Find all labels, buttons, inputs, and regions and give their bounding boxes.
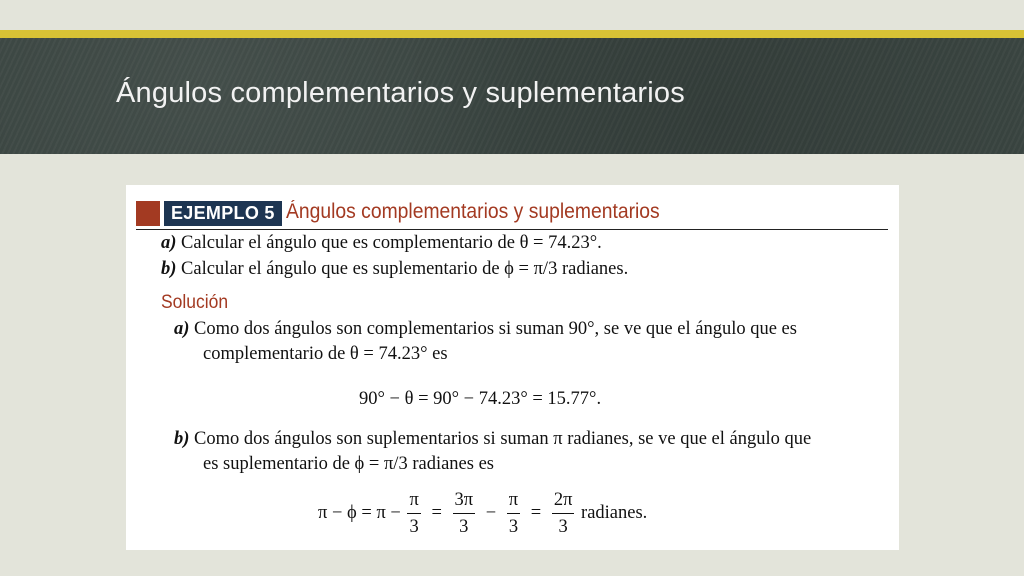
fraction-1-den: 3 [409,517,419,537]
example-marker [136,201,160,226]
eq-minus: − [485,502,497,523]
slide-title: Ángulos complementarios y suplementarios [116,77,685,109]
fraction-1-num: π [407,489,420,514]
fraction-4-num: 2π [552,489,575,514]
example-title: Ángulos complementarios y suplementarios [286,200,660,223]
fraction-3-num: π [507,489,520,514]
eq-lead: π − ϕ = π − [318,502,401,523]
fraction-1 [407,489,420,538]
fraction-2-den: 3 [459,517,469,537]
problem-b [161,259,628,280]
eq-equals-1: = [431,502,442,523]
solution-b-text1: Como dos ángulos son suplementarios si suman π radianes, se ve que el ángulo que [194,429,812,449]
solution-a-equation: 90° − θ = 90° − 74.23° = 15.77°. [359,389,602,409]
solution-label: Solución [161,292,229,313]
solution-a-line1 [174,319,797,340]
eq-equals-2: = [530,502,542,523]
top-margin-strip [0,0,1024,30]
example-card [126,185,899,550]
problem-a-tag: a) [161,233,177,253]
fraction-4-den: 3 [558,517,568,537]
example-header [136,199,888,230]
fraction-2 [453,489,476,538]
example-label: EJEMPLO 5 [164,201,282,226]
fraction-3-den: 3 [508,517,519,537]
eq-unit: radianes. [581,502,648,523]
accent-line [0,30,1024,38]
solution-a-line2: complementario de θ = 74.23° es [203,344,448,364]
solution-b-tag: b) [174,429,190,449]
solution-b-equation [318,489,647,538]
fraction-2-num: 3π [453,489,476,514]
fraction-4 [552,489,575,538]
solution-b-line2: es suplementario de ϕ = π/3 radianes es [203,454,494,474]
problem-b-text: Calcular el ángulo que es suplementario de ϕ = π/3 radianes. [181,259,629,279]
problem-a [161,233,602,254]
solution-b-line1 [174,429,811,450]
problem-a-text: Calcular el ángulo que es complementario de θ = 74.23°. [181,233,602,253]
solution-a-text1: Como dos ángulos son complementarios si suman 90°, se ve que el ángulo que es [194,319,797,339]
problem-b-tag: b) [161,259,177,279]
solution-a-tag: a) [174,319,190,339]
fraction-3 [507,489,520,538]
